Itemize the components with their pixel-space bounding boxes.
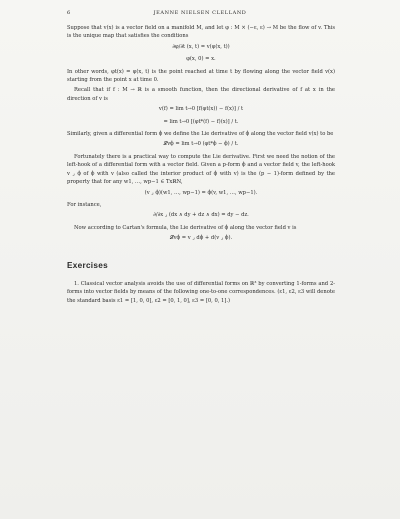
paragraph-flow-interpretation: In other words, φt(x) = φ(x, t) is the point reached at time t by flowing along the vector field v(x) starting from the point x at time 0. — [67, 68, 335, 84]
equation-lie-derivative: 𝓛vϕ = lim t→0 (φt*ϕ − ϕ) / t. — [163, 141, 239, 148]
equation-cartan: 𝓛vϕ = v ⌟ dϕ + d(v ⌟ ϕ). — [169, 235, 233, 242]
paragraph-cartan-formula: Now according to Cartan's formula, the Lie derivative of ϕ along the vector field v is — [74, 224, 297, 231]
page-number: 6 — [67, 10, 71, 16]
page-header — [0, 10, 400, 20]
equation-flow-ode: ∂φ/∂t (x, t) = v(φ(x, t)) — [172, 43, 230, 50]
exercise-1: 1. Classical vector analysis avoids the use of differential forms on ℝ³ by converting 1-forms and 2-forms into vector fields by means of the following one-to-one correspondences. (ε1, ε2, ε3 will denote the standard basis ε1 = [1, 0, 0], ε2 = [0, 1, 0], ε3 = [0, 0, 1].) — [67, 280, 335, 304]
paragraph-flow-definition: Suppose that v(x) is a vector field on a manifold M, and let φ : M × (−ε, ε) → M be the flow of v. This is the unique map that satisfies the conditions — [67, 25, 335, 40]
equation-interior-product: (v ⌟ ϕ)(w1, …, wp−1) = ϕ(v, w1, …, wp−1). — [144, 189, 258, 196]
equation-flow-initial: φ(x, 0) = x. — [186, 56, 216, 63]
equation-directional-derivative-1: v(f) = lim t→0 [f(φt(x)) − f(x)] / t — [158, 106, 244, 113]
page-body — [67, 24, 335, 307]
running-head: JEANNE NIELSEN CLELLAND — [153, 10, 247, 16]
section-title: Exercises — [67, 260, 108, 270]
paragraph-for-instance: For instance, — [67, 201, 102, 208]
equation-directional-derivative-2: = lim t→0 [(φt*(f) − f)(x)] / t. — [163, 118, 239, 125]
paragraph-lie-derivative-intro: Similarly, given a differential form ϕ we define the Lie derivative of ϕ along the vector field v(x) to be — [67, 131, 334, 138]
equation-example: ∂/∂x ⌟ (dx ∧ dy + dz ∧ dx) = dy − dz. — [153, 212, 249, 219]
paragraph-left-hook: Fortunately there is a practical way to compute the Lie derivative. First we need the notion of the left-hook of a differential form with a vector field. Given a p-form ϕ and a vector field v, the left-hook v ⌟ ϕ of ϕ with v (also called the interior product of ϕ with v) is the (p − 1)-form defined by the property that for any w1, …, wp−1 ∈ TxℝN, — [67, 153, 335, 186]
paragraph-directional-derivative: Recall that if f : M → ℝ is a smooth function, then the directional derivative of f at x in the direction of v is — [67, 87, 335, 102]
